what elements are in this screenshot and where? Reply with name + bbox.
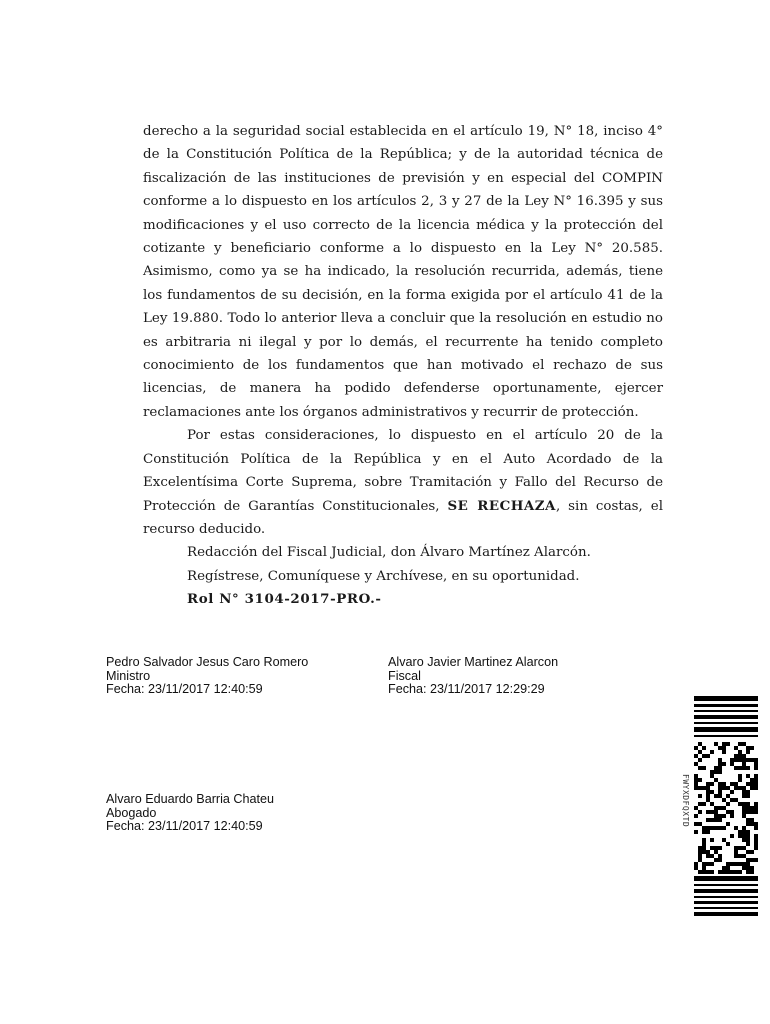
signer-role: Fiscal (388, 668, 421, 683)
signature-block-abogado (106, 793, 274, 834)
paragraph-resolutivo (143, 424, 663, 541)
resolution-body (143, 120, 663, 612)
signature-date: Fecha: 23/11/2017 12:40:59 (106, 819, 263, 833)
signer-role: Abogado (106, 805, 157, 820)
signer-role: Ministro (106, 668, 151, 683)
signer-name: Alvaro Eduardo Barria Chateu (106, 792, 275, 806)
paragraph-resolutivo-end: , sin costas, el recurso deducido. (143, 498, 663, 537)
rol-number: Rol N° 3104-2017-PRO.- (187, 591, 382, 608)
signature-block-ministro (106, 656, 308, 697)
barcode-bottom-icon (694, 876, 758, 916)
signer-name: Alvaro Javier Martinez Alarcon (388, 655, 559, 669)
registrese-line: Regístrese, Comuníquese y Archívese, en su oportunidad. (187, 568, 580, 584)
ruling-se-rechaza: SE RECHAZA (447, 497, 556, 514)
signature-date: Fecha: 23/11/2017 12:29:29 (388, 682, 545, 696)
signature-block-fiscal (388, 656, 558, 697)
verification-code: FWYXDFQXTD (681, 774, 690, 828)
barcode-qr-icon (694, 696, 758, 916)
barcode-top-icon (694, 696, 758, 737)
qr-code-icon (694, 742, 758, 874)
signature-date: Fecha: 23/11/2017 12:40:59 (106, 682, 263, 696)
paragraph-fundamentos: derecho a la seguridad social establecida en el artículo 19, N° 18, inciso 4° de la Constitución Política de la República; y de la autoridad técnica de fiscalización de las instituciones de previsión y en especial del COMPIN conforme a lo dispuesto en los artículos 2, 3 y 27 de la Ley N° 16.395 y sus modificaciones y el uso correcto de la licencia médica y la protección del cotizante y beneficiario conforme a lo dispuesto en la Ley N° 20.585. Asimismo, como ya se ha indicado, la resolución recurrida, además, tiene los fundamentos de su decisión, en la forma exigida por el artículo 41 de la Ley 19.880. Todo lo anterior lleva a concluir que la resolución en estudio no es arbitraria ni ilegal y por lo demás, el recurrente ha tenido completo conocimiento de los fundamentos que han motivado el rechazo de sus licencias, de manera ha podido defenderse oportunamente, ejercer reclamaciones ante los órganos administrativos y recurrir de protección. (143, 124, 663, 420)
paragraph-resolutivo-start: Por estas consideraciones, lo dispuesto en el artículo 20 de la Constitución Política de la República y en el Auto Acordado de la Excelentísima Corte Suprema, sobre Tramitación y Fallo del Recurso de Protección de Garantías Constitucionales, (143, 428, 663, 514)
redaccion-line: Redacción del Fiscal Judicial, don Álvaro Martínez Alarcón. (187, 545, 591, 561)
signer-name: Pedro Salvador Jesus Caro Romero (106, 655, 309, 669)
